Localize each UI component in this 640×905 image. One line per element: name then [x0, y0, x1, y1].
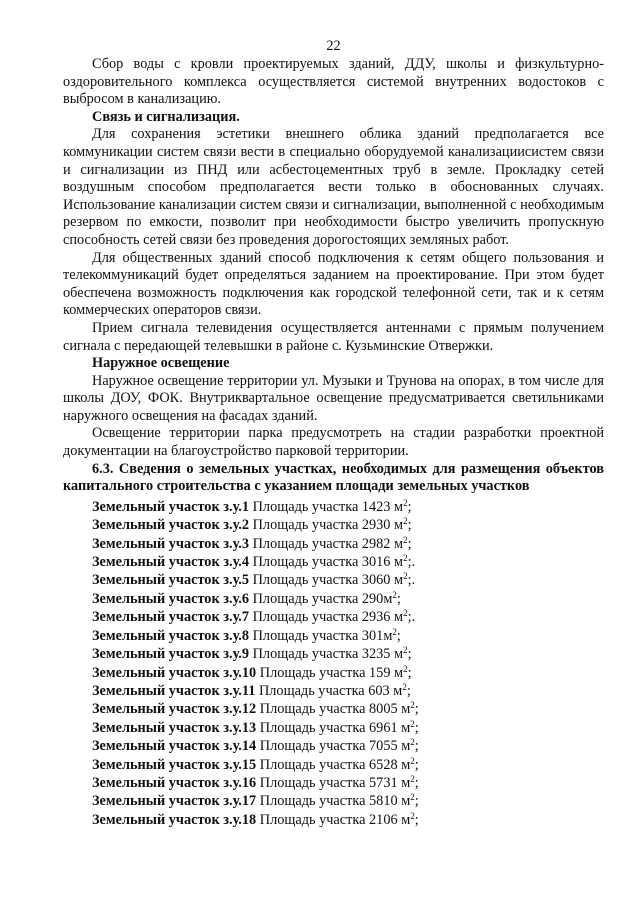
land-plot-label: Земельный участок з.у.13 [92, 719, 257, 736]
land-plot-punctuation: ; [414, 793, 419, 810]
area-unit-exponent: 2 [392, 589, 397, 600]
land-plot-item [92, 682, 604, 700]
area-unit: м [394, 517, 404, 534]
land-plot-label: Земельный участок з.у.9 [92, 646, 250, 663]
area-unit-exponent: 2 [410, 718, 415, 729]
area-unit-exponent: 2 [403, 553, 408, 564]
land-plot-area: Площадь участка 5731 [256, 774, 402, 791]
document-page [63, 0, 604, 905]
land-plot-label: Земельный участок з.у.7 [92, 609, 250, 626]
area-unit-exponent: 2 [410, 792, 415, 803]
paragraph-television: Прием сигнала телевидения осуществляется антеннами с прямым получением сигнала с передающей телевышки в районе с. Кузьминские Отвержки. [63, 319, 604, 354]
area-unit-exponent: 2 [402, 681, 407, 692]
land-plot-area: Площадь участка 2936 [249, 609, 395, 626]
area-unit: м [383, 590, 393, 607]
area-unit: м [401, 701, 411, 718]
land-plot-area: Площадь участка 1423 [249, 498, 395, 515]
area-unit: м [401, 756, 411, 773]
land-plot-punctuation: ; [407, 498, 412, 515]
area-unit-exponent: 2 [403, 497, 408, 508]
land-plot-punctuation: ; [414, 738, 419, 755]
area-unit: м [401, 793, 411, 810]
land-plot-punctuation: ; [414, 719, 419, 736]
area-unit: м [393, 682, 403, 699]
area-unit-exponent: 2 [403, 608, 408, 619]
area-unit-exponent: 2 [392, 626, 397, 637]
land-plot-punctuation: ; [414, 756, 419, 773]
land-plot-item [92, 608, 604, 626]
area-unit: м [401, 811, 411, 828]
land-plot-punctuation: ;. [407, 609, 416, 626]
land-plot-punctuation: ; [407, 646, 412, 663]
area-unit-exponent: 2 [403, 516, 408, 527]
land-plot-label: Земельный участок з.у.18 [92, 811, 257, 828]
land-plot-label: Земельный участок з.у.12 [92, 701, 257, 718]
page-number: 22 [326, 38, 341, 54]
heading-communications: Связь и сигнализация. [92, 108, 240, 125]
area-unit-exponent: 2 [410, 700, 415, 711]
land-plot-label: Земельный участок з.у.2 [92, 517, 250, 534]
land-plot-punctuation: ; [407, 664, 412, 681]
area-unit: м [401, 738, 411, 755]
land-plot-label: Земельный участок з.у.8 [92, 627, 250, 644]
area-unit: м [394, 572, 404, 589]
land-plot-item [92, 498, 604, 516]
land-plot-area: Площадь участка 3060 [249, 572, 395, 589]
land-plot-punctuation: ; [396, 627, 401, 644]
land-plot-item [92, 516, 604, 534]
heading-outdoor-lighting: Наружное освещение [92, 355, 230, 372]
land-plot-label: Земельный участок з.у.16 [92, 774, 257, 791]
land-plot-item [92, 627, 604, 645]
land-plot-area: Площадь участка 6961 [256, 719, 402, 736]
area-unit: м [394, 535, 404, 552]
land-plot-label: Земельный участок з.у.14 [92, 738, 257, 755]
land-plot-item [92, 535, 604, 553]
land-plot-area: Площадь участка 3016 [249, 554, 395, 571]
land-plot-item [92, 645, 604, 663]
land-plot-label: Земельный участок з.у.6 [92, 590, 250, 607]
land-plot-punctuation: ; [396, 590, 401, 607]
paragraph-park-lighting: Освещение территории парка предусмотреть на стадии разработки проектной документации на благоустройство парковой территории. [63, 425, 604, 460]
land-plot-area: Площадь участка 603 [255, 682, 394, 699]
area-unit: м [394, 609, 404, 626]
land-plot-area: Площадь участка 2982 [249, 535, 395, 552]
area-unit-exponent: 2 [410, 773, 415, 784]
land-plot-item [92, 590, 604, 608]
area-unit: м [394, 664, 404, 681]
area-unit-exponent: 2 [410, 737, 415, 748]
land-plot-area: Площадь участка 6528 [256, 756, 402, 773]
land-plot-item [92, 792, 604, 810]
land-plot-area: Площадь участка 301 [249, 627, 384, 644]
land-plot-item [92, 571, 604, 589]
land-plot-punctuation: ; [407, 517, 412, 534]
area-unit-exponent: 2 [403, 534, 408, 545]
land-plot-punctuation: ; [414, 774, 419, 791]
area-unit-exponent: 2 [410, 810, 415, 821]
land-plot-area: Площадь участка 2106 [256, 811, 402, 828]
paragraph-public-buildings: Для общественных зданий способ подключения к сетям общего пользования и телекоммуникаций будет определяться заданием на проектирование. При этом будет обеспечена возможность подключения как городской телефонной сети, так и к сетям коммерческих операторов связи. [63, 249, 604, 319]
land-plot-area: Площадь участка 7055 [256, 738, 402, 755]
paragraph-drainage: Сбор воды с кровли проектируемых зданий, ДДУ, школы и физкультурно-оздоровительного комплекса осуществляется системой внутренних водостоков с выбросом в канализацию. [63, 56, 604, 108]
area-unit: м [401, 774, 411, 791]
land-plot-label: Земельный участок з.у.10 [92, 664, 257, 681]
land-plot-punctuation: ; [414, 811, 419, 828]
paragraph-communications: Для сохранения эстетики внешнего облика зданий предполагается все коммуникации систем связи вести в специально оборудуемой канализациисистем связи и сигнализации из ПНД или асбестоцементных труб в земле. Прокладку сетей воздушным способом предполагается вести только в обоснованных случаях. Использование канализации систем связи и сигнализации, выполненной с необходимым резервом по емкости, позволит при необходимости быстро увеличить пропускную способность сетей связи без проведения дорогостоящих земляных работ. [63, 126, 604, 248]
land-plot-area: Площадь участка 2930 [249, 517, 395, 534]
land-plot-label: Земельный участок з.у.5 [92, 572, 250, 589]
land-plot-punctuation: ;. [407, 554, 416, 571]
land-plot-label: Земельный участок з.у.3 [92, 535, 250, 552]
land-plot-label: Земельный участок з.у.1 [92, 498, 250, 515]
area-unit-exponent: 2 [403, 571, 408, 582]
area-unit: м [394, 554, 404, 571]
land-plot-item [92, 737, 604, 755]
paragraph-outdoor-lighting: Наружное освещение территории ул. Музыки и Трунова на опорах, в том числе для школы ДОУ, ФОК. Внутриквартальное освещение предусматривается светильниками наружного освещения на фасадах зданий. [63, 372, 604, 424]
area-unit-exponent: 2 [403, 645, 408, 656]
land-plot-label: Земельный участок з.у.17 [92, 793, 257, 810]
area-unit-exponent: 2 [410, 755, 415, 766]
area-unit-exponent: 2 [403, 663, 408, 674]
area-unit: м [394, 646, 404, 663]
land-plot-area: Площадь участка 290 [249, 590, 384, 607]
area-unit: м [394, 498, 404, 515]
land-plot-punctuation: ; [406, 682, 411, 699]
land-plot-area: Площадь участка 3235 [249, 646, 395, 663]
area-unit: м [383, 627, 393, 644]
land-plot-label: Земельный участок з.у.15 [92, 756, 257, 773]
land-plot-area: Площадь участка 159 [256, 664, 395, 681]
area-unit: м [401, 719, 411, 736]
land-plot-item [92, 700, 604, 718]
land-plot-item [92, 664, 604, 682]
land-plot-label: Земельный участок з.у.4 [92, 554, 250, 571]
land-plot-item [92, 553, 604, 571]
land-plot-item [92, 756, 604, 774]
land-plot-item [92, 719, 604, 737]
section-heading-6-3: 6.3. Сведения о земельных участках, необходимых для размещения объектов капитального строительства с указанием площади земельных участков [63, 460, 604, 495]
land-plot-area: Площадь участка 5810 [256, 793, 402, 810]
land-plot-punctuation: ;. [407, 572, 416, 589]
land-plot-item [92, 811, 604, 829]
land-plot-area: Площадь участка 8005 [256, 701, 402, 718]
land-plot-list [63, 498, 604, 829]
land-plot-item [92, 774, 604, 792]
land-plot-punctuation: ; [414, 701, 419, 718]
land-plot-punctuation: ; [407, 535, 412, 552]
land-plot-label: Земельный участок з.у.11 [92, 682, 256, 699]
